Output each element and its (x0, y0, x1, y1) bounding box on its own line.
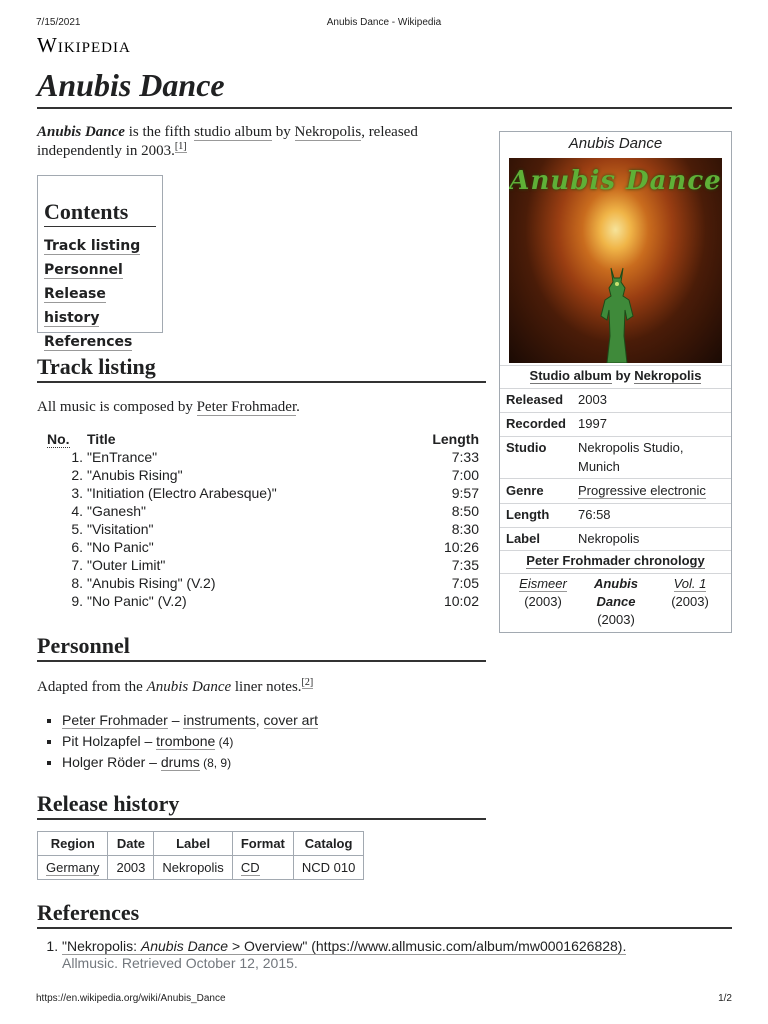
lede-subject: Anubis Dance (37, 124, 125, 140)
table-row: 2. "Anubis Rising" 7:00 (71, 466, 479, 483)
print-page-number: 1/2 (718, 993, 732, 1004)
ref-link-1[interactable]: [1] (174, 141, 187, 152)
composer-line: All music is composed by Peter Frohmader. (37, 399, 300, 415)
toc-item-track-listing[interactable]: Track listing (44, 238, 141, 254)
member-name: Pit Holzapfel (62, 732, 141, 749)
studio-album-link[interactable]: Studio album (529, 368, 612, 383)
col-length: Length (432, 430, 479, 447)
table-row: 4. "Ganesh" 8:50 (71, 502, 479, 519)
nekropolis-link[interactable]: Nekropolis (294, 124, 362, 140)
album-cover[interactable] (509, 158, 722, 363)
chronology-prev[interactable]: Eismeer (2003) (519, 576, 567, 609)
anubis-figure-icon (597, 266, 637, 363)
ref-link-2[interactable]: [2] (301, 677, 314, 688)
studio-album-link[interactable]: studio album (194, 124, 273, 140)
wikipedia-wordmark[interactable]: Wikipedia (37, 33, 131, 57)
chronology-artist-link[interactable]: Peter Frohmader chronology (526, 553, 705, 568)
list-item (62, 938, 752, 972)
infobox: Anubis Dance Anubis Dance Studio album by Nekropolis Released 2003 Recorded 1997 Studio Nekropolis Studio, Munich Genre Progressive electronic Length 76:58 Label Nekropolis Peter Frohmader chronology Eismeer (2003) Anubis Dance (2003) Vol. 1 (2003) (499, 131, 732, 633)
table-row: 5. "Visitation" 8:30 (71, 520, 479, 537)
role-link[interactable]: drums (160, 754, 200, 770)
col-catalog: Catalog (293, 832, 363, 856)
role-link[interactable]: trombone (156, 732, 216, 749)
references-list (46, 938, 752, 972)
heading-release-history: Release history (37, 790, 486, 820)
col-format: Format (232, 832, 293, 856)
print-title: Anubis Dance - Wikipedia (326, 17, 442, 28)
table-row: Germany 2003 Nekropolis CD NCD 010 (38, 856, 364, 880)
toc-item-references[interactable]: References (44, 334, 133, 350)
col-no: No. (47, 430, 70, 447)
role-link[interactable]: cover art (263, 712, 319, 728)
table-row: 7. "Outer Limit" 7:35 (71, 556, 479, 573)
member-name: Holger Röder (62, 754, 146, 770)
list-item: ▪ Pit Holzapfel – trombone (4) (62, 731, 318, 753)
reference-link[interactable]: "Nekropolis: Anubis Dance > Overview" (https://www.allmusic.com/album/mw0001626828). (62, 938, 627, 954)
list-item: ▪ Peter Frohmader – instruments, cover art (62, 710, 318, 731)
track-table (43, 430, 479, 610)
col-label: Label (154, 832, 232, 856)
print-date: 7/15/2021 (36, 17, 81, 28)
format-link[interactable]: CD (240, 860, 260, 875)
release-table-header (38, 832, 364, 856)
table-row: 9. "No Panic" (V.2) 10:02 (71, 592, 479, 609)
role-link[interactable]: instruments (183, 712, 256, 728)
toc-list (44, 234, 156, 354)
region-link[interactable]: Germany (46, 860, 100, 875)
composer-link[interactable]: Peter Frohmader (196, 399, 297, 415)
chronology-current: Anubis Dance (2003) (593, 576, 639, 627)
toc-title: Contents (44, 198, 156, 227)
table-of-contents (37, 175, 163, 350)
infobox-title: Anubis Dance (568, 135, 663, 152)
heading-track-listing: Track listing (37, 353, 486, 383)
page-title: Anubis Dance (37, 63, 732, 109)
release-table (37, 831, 364, 880)
table-row: 3. "Initiation (Electro Arabesque)" 9:57 (71, 484, 479, 501)
track-table-header (43, 430, 479, 448)
col-date: Date (108, 832, 154, 856)
personnel-intro: Adapted from the Anubis Dance liner notes.[2] (37, 677, 314, 695)
chronology-next[interactable]: Vol. 1 (2003) (671, 576, 709, 609)
toc-item-release-history[interactable]: Release history (44, 286, 106, 326)
personnel-list (46, 710, 318, 774)
chronology-heading (500, 553, 731, 568)
heading-personnel: Personnel (37, 632, 486, 662)
heading-references: References (37, 899, 732, 929)
table-row: 8. "Anubis Rising" (V.2) 7:05 (71, 574, 479, 591)
col-title: Title (87, 430, 116, 447)
infobox-subtitle: Studio album by Nekropolis (529, 368, 702, 383)
print-url: https://en.wikipedia.org/wiki/Anubis_Dance (36, 993, 226, 1004)
lede-paragraph: Anubis Dance is the fifth studio album by Nekropolis, released independently in 2003.[1] (37, 124, 418, 159)
toc-item-personnel[interactable]: Personnel (44, 262, 123, 278)
reference-note: Allmusic. Retrieved October 12, 2015. (62, 955, 298, 971)
member-link[interactable]: Peter Frohmader (62, 712, 168, 728)
list-item: ▪ Holger Röder – drums (8, 9) (62, 752, 318, 774)
genre-link[interactable]: Progressive electronic (578, 483, 706, 498)
col-region: Region (38, 832, 108, 856)
nekropolis-link[interactable]: Nekropolis (634, 368, 702, 383)
table-row: 1. "EnTrance" 7:33 (71, 448, 479, 465)
table-row: 6. "No Panic" 10:26 (71, 538, 479, 555)
cover-title-text: Anubis Dance (509, 166, 722, 196)
